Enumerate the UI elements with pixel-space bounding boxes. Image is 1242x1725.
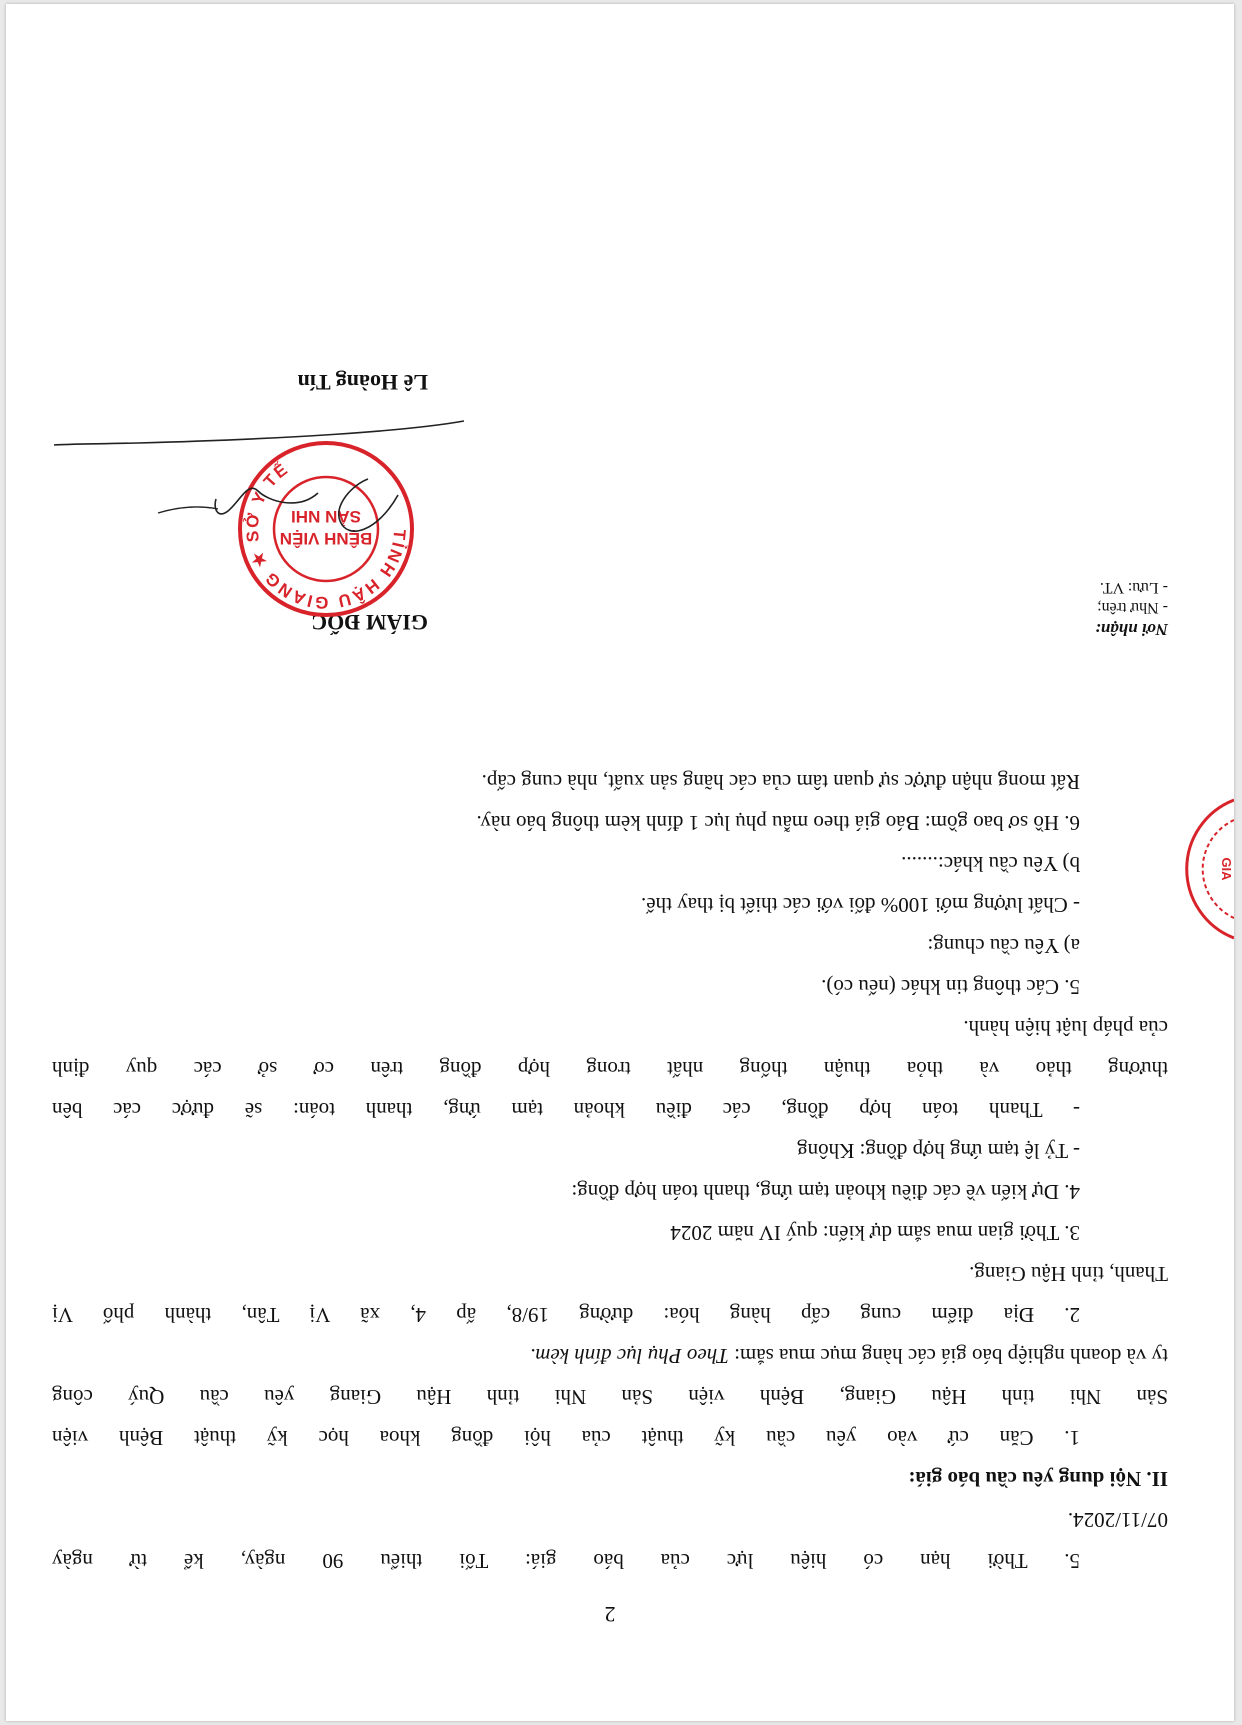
signature-title: GIÁM ĐỐC: [311, 610, 428, 635]
item4: 4. Dự kiến về các điều khoản tạm ứng, thanh toán hợp đồng:: [571, 1180, 1080, 1204]
item1-line3: [530, 1335, 1168, 1376]
item1-attachment-note: Theo Phụ lục đính kèm.: [530, 1344, 729, 1368]
seal-ring-text: TỈNH HẬU GIANG ★ SỞ Y TẾ: [242, 458, 410, 613]
handwritten-signature: [52, 401, 468, 571]
page-number: 2: [604, 1602, 616, 1627]
item1-line2: Sản Nhi tỉnh Hậu Giang, Bệnh viện Sản Nhi tỉnh Hậu Giang yêu cầu Quý công: [52, 1385, 1168, 1409]
seal-center-line2: SẢN NHI: [291, 507, 361, 526]
section5-line2: 07/11/2024.: [1067, 1508, 1168, 1532]
item4-bullet2-line1: - Thanh toán hợp đồng, các điều khoản tạm ứng, thanh toán: sẽ được các bên: [52, 1098, 1080, 1122]
item5b: b) Yêu cầu khác:.......: [901, 852, 1080, 876]
section5-line1: 5. Thời hạn có hiệu lực của báo giá: Tối thiểu 90 ngày, kể từ ngày: [52, 1549, 1080, 1573]
item2-line2: Thanh, tỉnh Hậu Giang.: [969, 1262, 1168, 1286]
signatory-name: Lê Hoàng Tín: [297, 370, 428, 395]
item1-line1: 1. Căn cứ vào yêu cầu kỹ thuật của hội đồng khoa học kỹ thuật Bệnh viện: [52, 1426, 1080, 1450]
item5a-bullet: - Chất lượng mới 100% đối với các thiết bị thay thế.: [641, 893, 1080, 917]
item4-bullet2-line3: của pháp luật hiện hành.: [963, 1016, 1168, 1040]
item3: 3. Thời gian mua sắm dự kiến: quý IV năm 2024: [670, 1221, 1080, 1245]
item4-bullet2-line2: thương thảo và thỏa thuận thống nhất trong hợp đồng trên cơ sở các quy định: [52, 1057, 1168, 1081]
item6: 6. Hồ sơ bao gồm: Báo giá theo mẫu phụ lục 1 đính kèm thông báo này.: [476, 811, 1080, 835]
document-page: [6, 4, 1234, 1721]
closing-line: Rất mong nhận được sự quan tâm của các hãng sản xuất, nhà cung cấp.: [481, 770, 1080, 794]
rotated-document: [6, 4, 1234, 1721]
item2-line1: 2. Địa điểm cung cấp hàng hóa: đường 19/8, ấp 4, xã Vị Tân, thành phố Vị: [52, 1303, 1080, 1327]
item5: 5. Các thông tin khác (nếu có).: [821, 975, 1080, 999]
section-heading: II. Nội dung yêu cầu báo giá:: [908, 1467, 1168, 1491]
recipients-line2: - Lưu: VT.: [1099, 579, 1168, 596]
edge-stamp: [1182, 794, 1234, 944]
item4-bullet1: - Tỷ lệ tạm ứng hợp đồng: Không: [797, 1139, 1080, 1163]
recipients-title: Nơi nhận:: [1095, 620, 1168, 639]
edge-stamp-text: GIA: [1219, 857, 1234, 881]
seal-center-line1: BỆNH VIỆN: [279, 529, 373, 548]
item1-line3-text: ty và doanh nghiệp báo giá các hàng mục mua sắm:: [734, 1344, 1168, 1368]
item5a: a) Yêu cầu chung:: [927, 934, 1080, 958]
recipients-line1: - Như trên;: [1097, 599, 1168, 616]
